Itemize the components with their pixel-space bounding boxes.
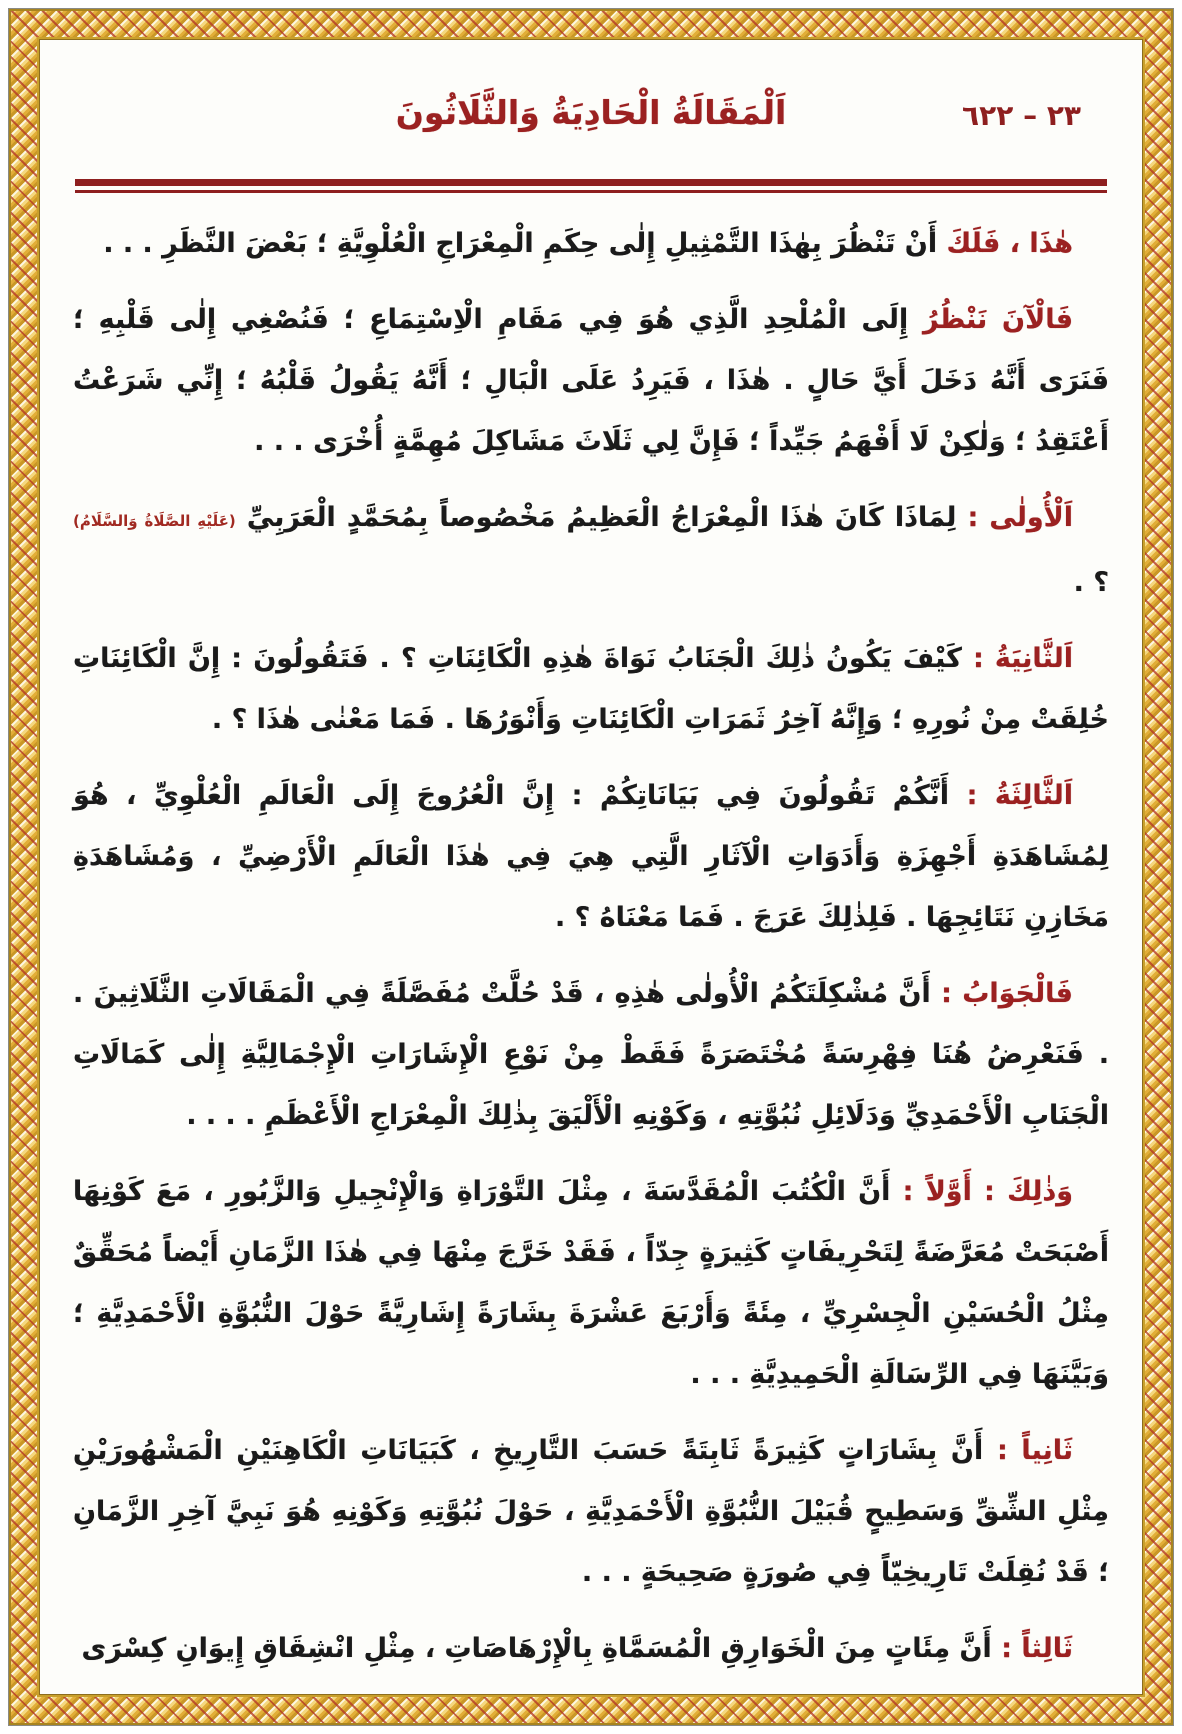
- paragraph: [73, 289, 1109, 472]
- paragraph-body: أَنَّ الْكُتُبَ الْمُقَدَّسَةَ ، مِثْلَ التَّوْرَاةِ وَالْإِنْجِيلِ وَالزَّبُورِ ، مَعَ كَوْنِهَا أَصْبَحَتْ مُعَرَّضَةً لِتَحْرِيفَاتٍ كَثِيرَةٍ جِدّاً ، فَقَدْ خَرَّجَ مِنْهَا فِي هٰذَا الزَّمَانِ أَيْضاً مُحَقِّقٌ مِثْلُ الْحُسَيْنِ الْجِسْرِيِّ ، مِئَةً وَأَرْبَعَ عَشْرَةَ بِشَارَةً إِشَارِيَّةً حَوْلَ النُّبُوَّةِ الْأَحْمَدِيَّةِ ؛ وَبَيَّنَهَا فِي الرِّسَالَةِ الْحَمِيدِيَّةِ . . .: [73, 1176, 1109, 1390]
- paragraph-body: أَنَّ مُشْكِلَتَكُمُ الْأُولٰى هٰذِهِ ، قَدْ حُلَّتْ مُفَصَّلَةً فِي الْمَقَالَاتِ الثَّلَاثِينَ . . فَنَعْرِضُ هُنَا فِهْرِسَةً مُخْتَصَرَةً فَقَطْ مِنْ نَوْعِ الْإِشَارَاتِ الْإِجْمَالِيَّةِ إِلٰى كَمَالَاتِ الْجَنَابِ الْأَحْمَدِيِّ وَدَلَائِلِ نُبُوَّتِهِ ، وَكَوْنِهِ الْأَلْيَقَ بِذٰلِكَ الْمِعْرَاجِ الْأَعْظَمِ . . . .: [73, 978, 1109, 1131]
- honorific-salawat: (عَلَيْهِ الصَّلَاةُ وَالسَّلَامُ): [73, 512, 236, 530]
- divider-thick-line: [75, 179, 1107, 186]
- paragraph: [73, 1161, 1109, 1405]
- ornamental-border: [9, 9, 1173, 1725]
- paragraph: [73, 963, 1109, 1146]
- paragraph-body: كَيْفَ يَكُونُ ذٰلِكَ الْجَنَابُ نَوَاةَ هٰذِهِ الْكَائِنَاتِ ؟ . فَتَقُولُونَ : إِنَّ الْكَائِنَاتِ خُلِقَتْ مِنْ نُورِهِ ؛ وَإِنَّهُ آخِرُ ثَمَرَاتِ الْكَائِنَاتِ وَأَنْوَرُهَا . فَمَا مَعْنٰى هٰذَا ؟ .: [73, 643, 1109, 735]
- paragraph-lead: وَذٰلِكَ : أَوَّلاً :: [902, 1176, 1073, 1207]
- paragraph: [73, 1420, 1109, 1603]
- paragraph-body: أَنَّ بِشَارَاتٍ كَثِيرَةً ثَابِتَةً حَسَبَ التَّارِيخِ ، كَبَيَانَاتِ الْكَاهِنَيْنِ الْمَشْهُورَيْنِ مِثْلِ الشِّقِّ وَسَطِيحٍ قُبَيْلَ النُّبُوَّةِ الْأَحْمَدِيَّةِ ، حَوْلَ نُبُوَّتِهِ وَكَوْنِهِ هُوَ نَبِيَّ آخِرِ الزَّمَانِ ؛ قَدْ نُقِلَتْ تَارِيخِيّاً فِي صُورَةٍ صَحِيحَةٍ . . .: [73, 1435, 1109, 1588]
- paragraph-lead: ثَالِثاً :: [1001, 1633, 1073, 1664]
- paragraph-lead: اَلثَّالِثَةُ :: [966, 780, 1073, 811]
- paragraph-lead: هٰذَا ، فَلَكَ: [946, 228, 1073, 259]
- paragraph-body: أَنَّكُمْ تَقُولُونَ فِي بَيَانَاتِكُمْ : إِنَّ الْعُرُوجَ إِلَى الْعَالَمِ الْعُلْوِيِّ ، هُوَ لِمُشَاهَدَةِ أَجْهِزَةِ وَأَدَوَاتِ الْآثَارِ الَّتِي هِيَ فِي هٰذَا الْعَالَمِ الْأَرْضِيِّ ، وَمُشَاهَدَةِ مَخَازِنِ نَتَائِجِهَا . فَلِذٰلِكَ عَرَجَ . فَمَا مَعْنَاهُ ؟ .: [73, 780, 1109, 933]
- body-text: [73, 213, 1109, 1679]
- paragraph-lead: اَلْأُولٰى :: [967, 502, 1073, 533]
- paragraph: [73, 487, 1109, 613]
- page-header: [73, 67, 1109, 175]
- page-title: اَلْمَقَالَةُ الْحَادِيَةُ وَالثَّلَاثُونَ: [395, 93, 787, 132]
- paragraph-body: أَنَّ مِئَاتٍ مِنَ الْخَوَارِقِ الْمُسَمَّاةِ بِالْإِرْهَاصَاتِ ، مِثْلِ انْشِقَاقِ إِيوَانِ كِسْرَى: [81, 1633, 992, 1664]
- paragraph: [73, 213, 1109, 274]
- paragraph: [73, 628, 1109, 750]
- paragraph-body: أَنْ تَنْظُرَ بِهٰذَا التَّمْثِيلِ إِلٰى حِكَمِ الْمِعْرَاجِ الْعُلْوِيَّةِ ؛ بَعْضَ النَّظَرِ . . .: [103, 228, 938, 259]
- page-number: ٦٢٢ – ٢٣: [962, 99, 1081, 132]
- paragraph-lead: فَالْجَوَابُ :: [941, 978, 1073, 1009]
- page-body: [37, 37, 1145, 1697]
- paragraph: [73, 765, 1109, 948]
- paragraph-lead: فَالْآنَ نَنْظُرُ: [923, 304, 1074, 335]
- paragraph: [73, 1618, 1109, 1679]
- paragraph-body: إِلَى الْمُلْحِدِ الَّذِي هُوَ فِي مَقَامِ الْاِسْتِمَاعِ ؛ فَنُصْغِي إِلٰى قَلْبِهِ ؛ فَنَرَى أَنَّهُ دَخَلَ أَيَّ حَالٍ . هٰذَا ، فَيَرِدُ عَلَى الْبَالِ ؛ أَنَّهُ يَقُولُ قَلْبُهُ ؛ إِنِّي شَرَعْتُ أَعْتَقِدُ ؛ وَلٰكِنْ لَا أَفْهَمُ جَيِّداً ؛ فَإِنَّ لِي ثَلَاثَ مَشَاكِلَ مُهِمَّةٍ أُخْرَى . . .: [73, 304, 1109, 457]
- paragraph-body: لِمَاذَا كَانَ هٰذَا الْمِعْرَاجُ الْعَظِيمُ مَخْصُوصاً بِمُحَمَّدٍ الْعَرَبِيِّ: [246, 502, 957, 533]
- header-divider: [75, 179, 1107, 193]
- divider-thin-line: [75, 190, 1107, 193]
- paragraph-lead: ثَانِياً :: [996, 1435, 1073, 1466]
- paragraph-lead: اَلثَّانِيَةُ :: [972, 643, 1073, 674]
- paragraph-tail: ؟ .: [1073, 567, 1109, 598]
